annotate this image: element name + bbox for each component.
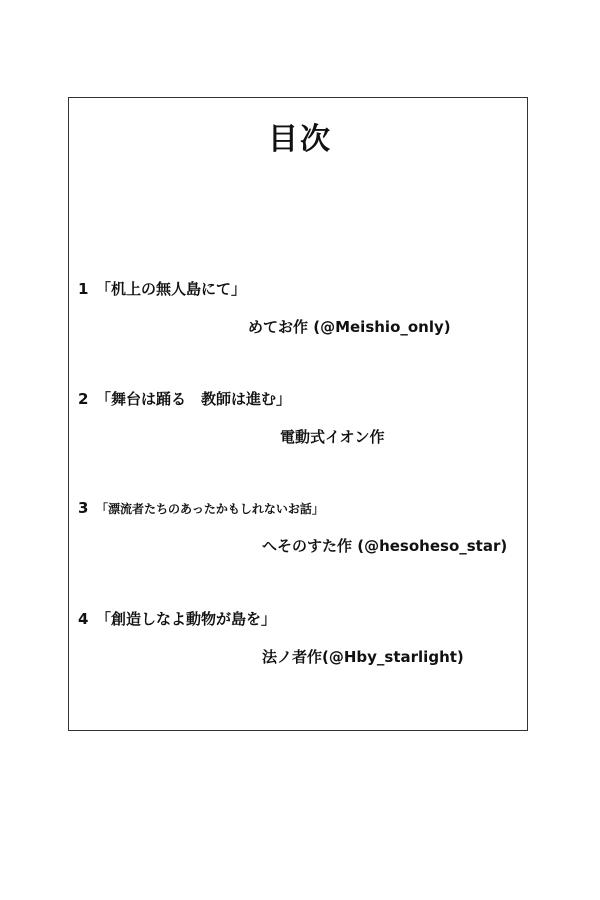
toc-entry-3-text: 「漂流者たちのあったかもしれないお話」 bbox=[96, 502, 324, 516]
toc-entry-1-text: 「机上の無人島にて」 bbox=[96, 280, 247, 298]
toc-entry-4-author: 法ノ者作(@Hby_starlight) bbox=[262, 648, 464, 666]
toc-entry-3-title bbox=[78, 499, 324, 517]
toc-entry-2-number: 2 bbox=[78, 390, 89, 408]
toc-entry-3-number: 3 bbox=[78, 499, 89, 517]
toc-entry-1-title bbox=[78, 278, 246, 299]
toc-entry-4-text: 「創造しなよ動物が島を」 bbox=[96, 610, 277, 628]
toc-entry-4-number: 4 bbox=[78, 610, 89, 628]
toc-entry-1-author: めてお作 (@Meishio_only) bbox=[248, 318, 451, 336]
page-title: 目次 bbox=[268, 122, 332, 157]
toc-entry-3-author: へそのすた作 (@hesoheso_star) bbox=[262, 537, 508, 555]
toc-entry-2-title bbox=[78, 388, 291, 409]
toc-entry-2-author: 電動式イオン作 bbox=[280, 428, 385, 446]
toc-entry-1-number: 1 bbox=[78, 280, 89, 298]
toc-entry-2-text: 「舞台は踊る 教師は進む」 bbox=[96, 390, 292, 408]
toc-entry-4-title bbox=[78, 608, 276, 629]
page-frame bbox=[68, 97, 528, 731]
